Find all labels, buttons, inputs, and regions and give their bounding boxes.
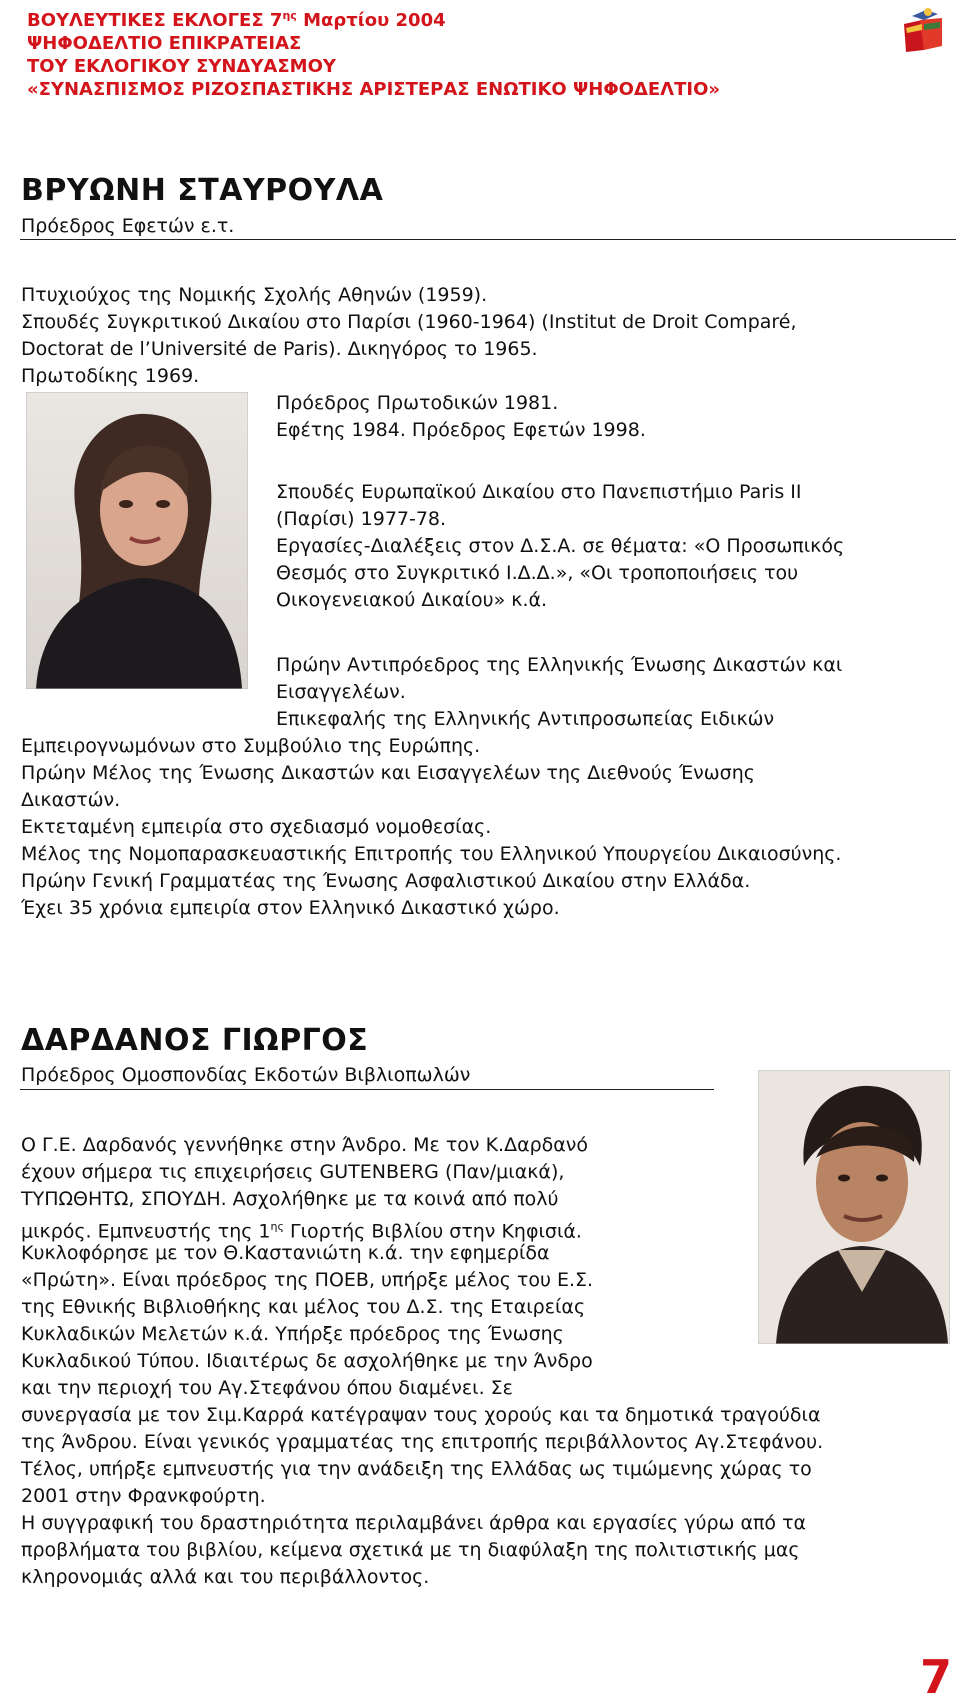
candidate2-bio-line: Κυκλαδικών Μελετών κ.ά. Υπήρξε πρόεδρος της Ένωσης <box>21 1323 564 1345</box>
candidate1-bio-line: Πρώην Μέλος της Ένωσης Δικαστών και Εισαγγελέων της Διεθνούς Ένωσης <box>21 762 755 784</box>
candidate2-bio-line: Κυκλοφόρησε με τον Θ.Καστανιώτη κ.ά. την εφημερίδα <box>21 1242 550 1264</box>
header-coalition-line: ΤΟΥ ΕΚΛΟΓΙΚΟΥ ΣΥΝΔΥΑΣΜΟΥ <box>27 56 336 77</box>
header-ballot-line: ΨΗΦΟΔΕΛΤΙΟ ΕΠΙΚΡΑΤΕΙΑΣ <box>27 33 302 54</box>
candidate2-bio-line: Η συγγραφική του δραστηριότητα περιλαμβάνει άρθρα και εργασίες γύρω από τα <box>21 1512 807 1534</box>
candidate1-bio-line: Εισαγγελέων. <box>276 681 406 703</box>
candidate2-bio-line: Τέλος, υπήρξε εμπνευστής για την ανάδειξη της Ελλάδας ως τιμώμενης χώρας το <box>21 1458 812 1480</box>
candidate1-bio-line: Πρόεδρος Πρωτοδικών 1981. <box>276 392 559 414</box>
candidate2-bio-line: Ο Γ.Ε. Δαρδανός γεννήθηκε στην Άνδρο. Με τον Κ.Δαρδανό <box>21 1134 589 1156</box>
header-election-line: ΒΟΥΛΕΥΤΙΚΕΣ ΕΚΛΟΓΕΣ $7^{\eta\varsigma}$ Μαρτίου 2004 <box>27 9 446 31</box>
candidate1-bio-line: Οικογενειακού Δικαίου» κ.ά. <box>276 589 548 611</box>
candidate2-bio-line: Κυκλαδικού Τύπου. Ιδιαιτέρως δε ασχολήθηκε με την Άνδρο <box>21 1350 593 1372</box>
candidate1-photo <box>26 392 248 689</box>
party-logo-icon <box>898 6 948 54</box>
candidate1-role: Πρόεδρος Εφετών ε.τ. <box>21 215 235 237</box>
candidate2-bio-line: μικρός. Εμπνευστής της $1^{\eta\varsigma}$ Γιορτής Βιβλίου στην Κηφισιά. <box>21 1220 582 1243</box>
candidate1-bio-line: Σπουδές Ευρωπαϊκού Δικαίου στο Πανεπιστήμιο Paris II <box>276 481 802 503</box>
candidate1-bio-line: Επικεφαλής της Ελληνικής Αντιπροσωπείας Ειδικών <box>276 708 775 730</box>
candidate2-bio-line: ΤΥΠΩΘΗΤΩ, ΣΠΟΥΔΗ. Ασχολήθηκε με τα κοινά από πολύ <box>21 1188 559 1210</box>
candidate2-bio-line: κληρονομιάς αλλά και του περιβάλλοντος. <box>21 1566 430 1588</box>
candidate2-bio-line: συνεργασία με τον Σιμ.Καρρά κατέγραψαν τους χορούς και τα δημοτικά τραγούδια <box>21 1404 821 1426</box>
candidate2-bio-line: έχουν σήμερα τις επιχειρήσεις GUTENBERG (Παν/μιακά), <box>21 1161 565 1183</box>
candidate2-bio-line: και την περιοχή του Αγ.Στεφάνου όπου διαμένει. Σε <box>21 1377 513 1399</box>
candidate1-bio-line: Εμπειρογνωμόνων στο Συμβούλιο της Ευρώπης. <box>21 735 481 757</box>
candidate1-bio-line: Εργασίες-Διαλέξεις στον Δ.Σ.Α. σε θέματα: «Ο Προσωπικός <box>276 535 845 557</box>
candidate2-bio-line: της Εθνικής Βιβλιοθήκης και μέλος του Δ.Σ. της Εταιρείας <box>21 1296 586 1318</box>
candidate2-photo <box>758 1070 950 1344</box>
candidate1-bio-line: Πτυχιούχος της Νομικής Σχολής Αθηνών (1959). <box>21 284 488 306</box>
candidate1-bio-line: Εκτεταμένη εμπειρία στο σχεδιασμό νομοθεσίας. <box>21 816 492 838</box>
candidate1-bio-line: (Παρίσι) 1977-78. <box>276 508 447 530</box>
candidate2-bio-line: «Πρώτη». Είναι πρόεδρος της ΠΟΕΒ, υπήρξε μέλος του Ε.Σ. <box>21 1269 594 1291</box>
candidate2-bio-line: προβλήματα του βιβλίου, κείμενα σχετικά με τη διαφύλαξη της πολιτιστικής μας <box>21 1539 800 1561</box>
candidate1-bio-line: Πρωτοδίκης 1969. <box>21 365 200 387</box>
section-divider <box>20 239 956 240</box>
candidate2-role: Πρόεδρος Ομοσπονδίας Εκδοτών Βιβλιοπωλών <box>21 1064 471 1086</box>
page-number: 7 <box>920 1650 953 1704</box>
candidate1-bio-line: Doctorat de l’Université de Paris). Δικηγόρος το 1965. <box>21 338 538 360</box>
document-header <box>27 4 720 101</box>
candidate2-name: ΔΑΡΔΑΝΟΣ ΓΙΩΡΓΟΣ <box>21 1023 369 1058</box>
candidate1-bio-line: Πρώην Γενική Γραμματέας της Ένωσης Ασφαλιστικού Δικαίου στην Ελλάδα. <box>21 870 751 892</box>
candidate1-bio-line: Πρώην Αντιπρόεδρος της Ελληνικής Ένωσης Δικαστών και <box>276 654 843 676</box>
candidate1-bio-line: Έχει 35 χρόνια εμπειρία στον Ελληνικό Δικαστικό χώρο. <box>21 897 560 919</box>
candidate2-bio-line: 2001 στην Φρανκφούρτη. <box>21 1485 266 1507</box>
candidate2-bio-line: της Άνδρου. Είναι γενικός γραμματέας της επιτροπής περιβάλλοντος Αγ.Στεφάνου. <box>21 1431 824 1453</box>
candidate1-bio-line: Εφέτης 1984. Πρόεδρος Εφετών 1998. <box>276 419 646 441</box>
candidate1-name: ΒΡΥΩΝΗ ΣΤΑΥΡΟΥΛΑ <box>21 173 384 208</box>
header-party-line: «ΣΥΝΑΣΠΙΣΜΟΣ ΡΙΖΟΣΠΑΣΤΙΚΗΣ ΑΡΙΣΤΕΡΑΣ ΕΝΩΤΙΚΟ ΨΗΦΟΔΕΛΤΙΟ» <box>27 79 721 100</box>
candidate1-bio-line: Δικαστών. <box>21 789 121 811</box>
section-divider <box>20 1089 714 1090</box>
candidate1-bio-line: Μέλος της Νομοπαρασκευαστικής Επιτροπής του Ελληνικού Υπουργείου Δικαιοσύνης. <box>21 843 842 865</box>
candidate1-bio-line: Σπουδές Συγκριτικού Δικαίου στο Παρίσι (1960-1964) (Institut de Droit Comparé, <box>21 311 797 333</box>
candidate1-bio-line: Θεσμός στο Συγκριτικό Ι.Δ.Δ.», «Οι τροποποιήσεις του <box>276 562 799 584</box>
